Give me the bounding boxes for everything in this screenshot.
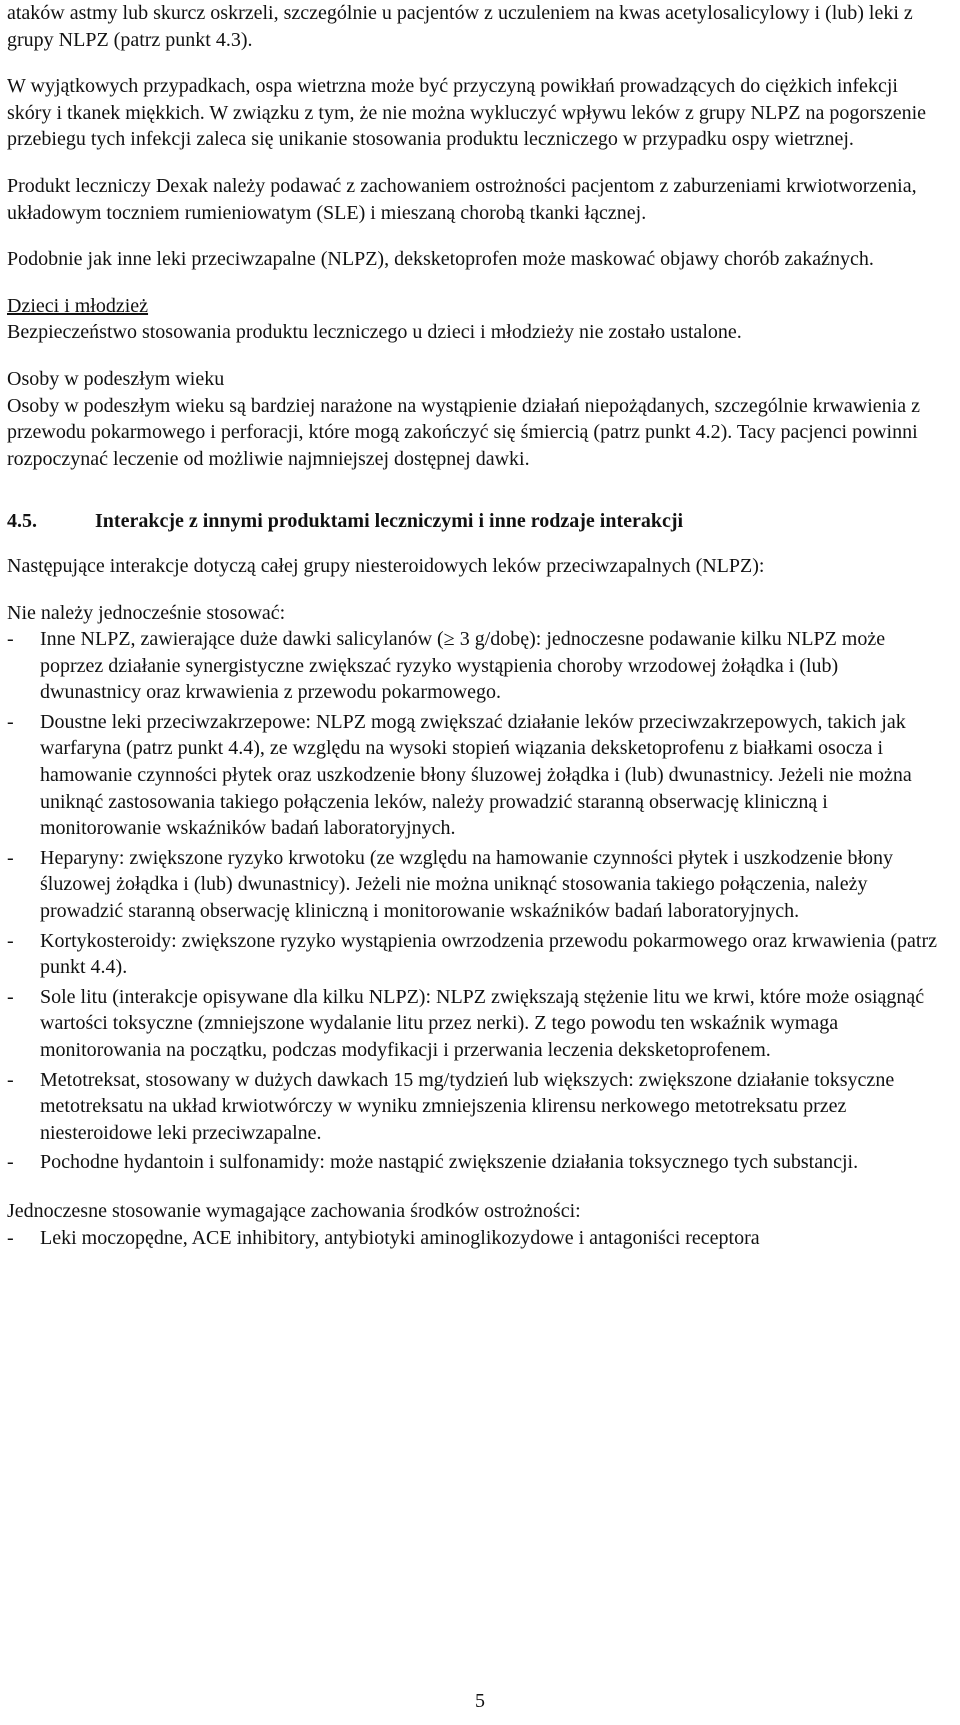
children-block	[7, 293, 937, 346]
list-dash: -	[7, 846, 14, 869]
section-title: Interakcje z innymi produktami leczniczymi i inne rodzaje interakcji	[95, 510, 684, 533]
list-dash: -	[7, 710, 14, 733]
list-item-text: Pochodne hydantoin i sulfonamidy: może nastąpić zwiększenie działania toksycznego tych substancji.	[40, 1151, 859, 1174]
list-item-text: Kortykosteroidy: zwiększone ryzyko wystąpienia owrzodzenia przewodu pokarmowego oraz krwawienia (patrz punkt 4.4).	[40, 929, 937, 979]
not-combine-label: Nie należy jednocześnie stosować:	[7, 601, 286, 624]
caution-label: Jednoczesne stosowanie wymagające zachowania środków ostrożności:	[7, 1199, 581, 1222]
list-dash: -	[7, 1151, 14, 1174]
list-item-text: Sole litu (interakcje opisywane dla kilku NLPZ): NLPZ zwiększają stężenie litu we krwi, które może osiągnąć wartości toksyczne (zmniejszone wydalanie litu przez nerki). Z tego powodu ten wskaźnik wymaga monitorowania na początku, podczas modyfikacji i przerwania leczenia deksketoprofenem.	[40, 985, 925, 1061]
list-item	[7, 709, 937, 842]
children-heading: Dzieci i młodzież	[7, 294, 149, 317]
list-item-text: Heparyny: zwiększone ryzyko krwotoku (ze względu na hamowanie czynności płytek i uszkodzenie błony śluzowej żołądka i (lub) dwunastnicy). Jeżeli nie można uniknąć stosowania takiego połączenia, należy prowadzić staranną obserwację kliniczną i monitorowanie wskaźników badań laboratoryjnych.	[40, 846, 894, 923]
list-dash: -	[7, 1068, 14, 1091]
list-item	[7, 928, 937, 981]
section-number: 4.5.	[7, 510, 37, 533]
interaction-list	[7, 626, 937, 1176]
list-dash: -	[7, 1226, 14, 1249]
elderly-heading: Osoby w podeszłym wieku	[7, 367, 225, 390]
caution-list	[7, 1225, 937, 1252]
document-page	[7, 0, 937, 1254]
list-item	[7, 984, 937, 1064]
list-dash: -	[7, 929, 14, 952]
list-item-text: Doustne leki przeciwzakrzepowe: NLPZ mogą zwiększać działanie leków przeciwzakrzepowych, takich jak warfaryna (patrz punkt 4.4), ze względu na wysoki stopień wiązania deksketoprofenu z białkami osocza i hamowanie czynności płytek oraz uszkodzenie błony śluzowej żołądka i (lub) dwunastnicy. Jeżeli nie można uniknąć zastosowania takiego połączenia leków, należy prowadzić staranną obserwację kliniczną i monitorowanie wskaźników badań laboratoryjnych.	[40, 710, 912, 840]
list-item-text: Inne NLPZ, zawierające duże dawki salicylanów (≥ 3 g/dobę): jednoczesne podawanie kilku NLPZ może poprzez działanie synergistyczne zwiększać ryzyko wystąpienia choroby wrzodowej żołądka i (lub) dwunastnicy oraz krwawienia z przewodu pokarmowego.	[40, 628, 886, 704]
list-item-text: Metotreksat, stosowany w dużych dawkach 15 mg/tydzień lub większych: zwiększone działanie toksyczne metotreksatu na układ krwiotwórczy w wyniku zmniejszenia klirensu nerkowego metotreksatu przez niesteroidowe leki przeciwzapalne.	[40, 1068, 895, 1144]
paragraph-masking: Podobnie jak inne leki przeciwzapalne (NLPZ), deksketoprofen może maskować objawy chorób zakaźnych.	[7, 248, 874, 271]
children-text: Bezpieczeństwo stosowania produktu leczniczego u dzieci i młodzieży nie zostało ustalone.	[7, 321, 742, 344]
list-item	[7, 626, 937, 706]
list-dash: -	[7, 985, 14, 1008]
paragraph-chickenpox: W wyjątkowych przypadkach, ospa wietrzna może być przyczyną powikłań prowadzących do ciężkich infekcji skóry i tkanek miękkich. W związku z tym, że nie można wykluczyć wpływu leków z grupy NLPZ na pogorszenie przebiegu tych infekcji zaleca się unikanie stosowania produktu leczniczego w przypadku ospy wietrznej.	[7, 75, 927, 151]
page-number: 5	[475, 1690, 485, 1712]
section-heading	[7, 508, 937, 535]
elderly-text: Osoby w podeszłym wieku są bardziej narażone na wystąpienie działań niepożądanych, szczególnie krwawienia z przewodu pokarmowego i perforacji, które mogą zakończyć się śmiercią (patrz punkt 4.2). Tacy pacjenci powinni rozpoczynać leczenie od możliwie najmniejszej dostępnej dawki.	[7, 394, 920, 470]
paragraph-dexak-caution: Produkt leczniczy Dexak należy podawać z zachowaniem ostrożności pacjentom z zaburzeniami krwiotworzenia, układowym toczniem rumieniowatym (SLE) i mieszaną chorobą tkanki łącznej.	[7, 174, 917, 224]
list-item-text: Leki moczopędne, ACE inhibitory, antybiotyki aminoglikozydowe i antagoniści receptora	[40, 1226, 760, 1249]
elderly-block	[7, 366, 937, 472]
section-intro: Następujące interakcje dotyczą całej grupy niesteroidowych leków przeciwzapalnych (NLPZ):	[7, 554, 765, 577]
list-item	[7, 845, 937, 925]
list-item	[7, 1149, 937, 1176]
list-item	[7, 1225, 937, 1252]
list-dash: -	[7, 628, 14, 651]
paragraph-asthma: ataków astmy lub skurcz oskrzeli, szczególnie u pacjentów z uczuleniem na kwas acetylosalicylowy i (lub) leki z grupy NLPZ (patrz punkt 4.3).	[7, 2, 913, 51]
list-item	[7, 1067, 937, 1147]
